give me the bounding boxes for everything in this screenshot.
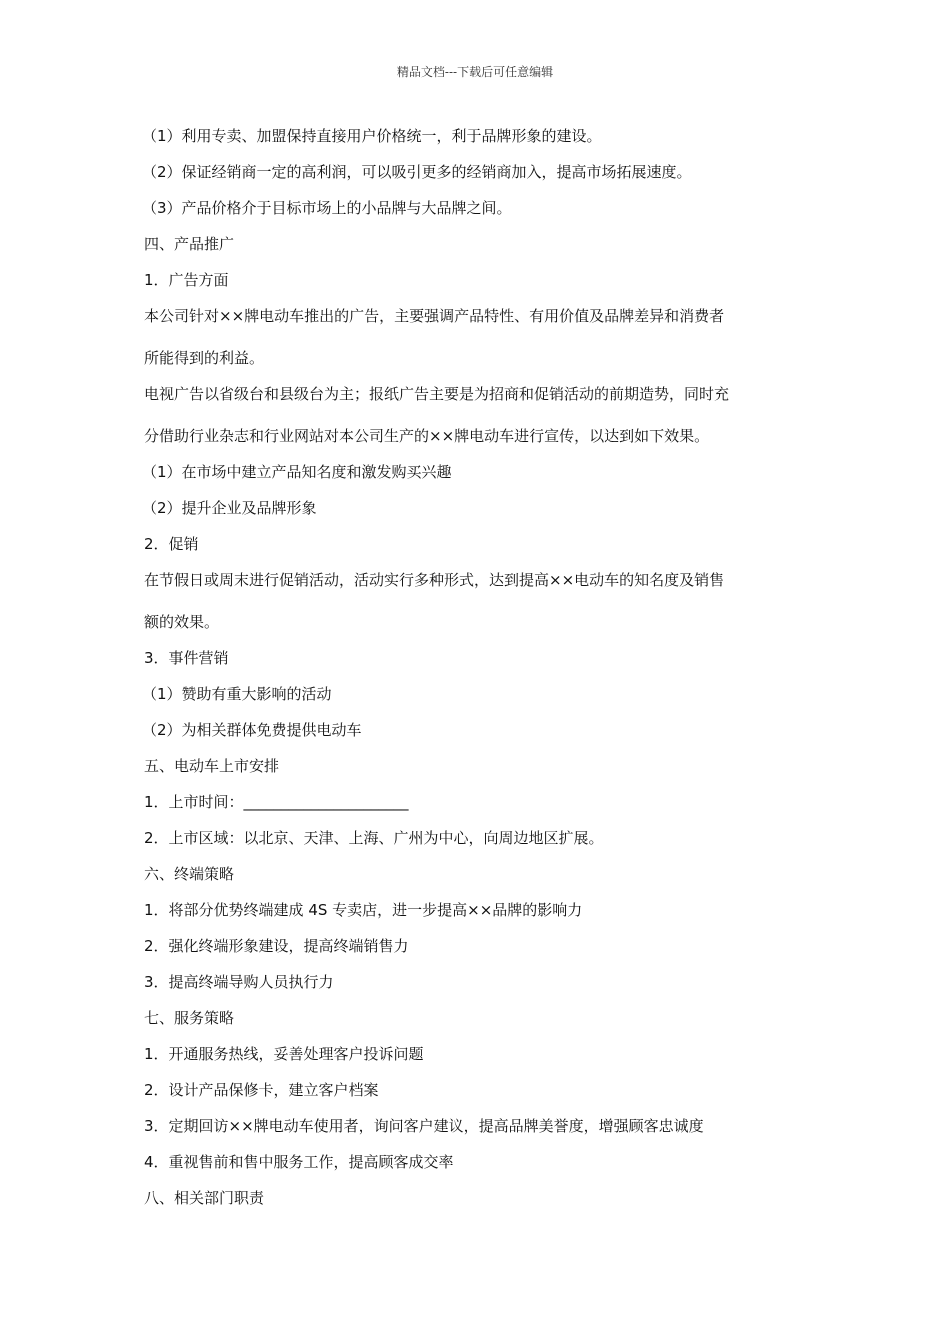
paragraph-line: （2）保证经销商一定的高利润，可以吸引更多的经销商加入，提高市场拓展速度。	[142, 163, 692, 181]
paragraph-line: 所能得到的利益。	[144, 349, 265, 367]
paragraph-line: 2．强化终端形象建设，提高终端销售力	[144, 937, 409, 955]
section-heading: 七、服务策略	[144, 1009, 235, 1027]
paragraph-line: （2）提升企业及品牌形象	[142, 499, 317, 517]
paragraph-line: 本公司针对××牌电动车推出的广告，主要强调产品特性、有用价值及品牌差异和消费者	[144, 307, 725, 325]
paragraph-line: 分借助行业杂志和行业网站对本公司生产的××牌电动车进行宣传，以达到如下效果。	[144, 427, 710, 445]
paragraph-line: 3．提高终端导购人员执行力	[144, 973, 334, 991]
paragraph-line: （1）在市场中建立产品知名度和激发购买兴趣	[142, 463, 452, 481]
paragraph-line: 1．将部分优势终端建成 4S 专卖店，进一步提高××品牌的影响力	[144, 901, 583, 919]
paragraph-line: （3）产品价格介于目标市场上的小品牌与大品牌之间。	[142, 199, 512, 217]
document-body	[144, 126, 814, 1224]
section-heading: 六、终端策略	[144, 865, 235, 883]
paragraph-line: （1）赞助有重大影响的活动	[142, 685, 332, 703]
page-header: 精品文档---下载后可任意编辑	[396, 65, 554, 79]
paragraph-line: 2．上市区域：以北京、天津、上海、广州为中心，向周边地区扩展。	[144, 829, 604, 847]
section-heading: 八、相关部门职责	[144, 1189, 265, 1207]
section-heading: 五、电动车上市安排	[144, 757, 280, 775]
paragraph-line: 3．定期回访××牌电动车使用者，询问客户建议，提高品牌美誉度，增强顾客忠诚度	[144, 1117, 704, 1135]
paragraph-line: 额的效果。	[144, 613, 220, 631]
subsection-heading: 2．促销	[144, 535, 199, 553]
paragraph-line: 电视广告以省级台和县级台为主；报纸广告主要是为招商和促销活动的前期造势，同时充	[144, 385, 730, 403]
subsection-heading: 3．事件营销	[144, 649, 229, 667]
paragraph-line: 2．设计产品保修卡，建立客户档案	[144, 1081, 379, 1099]
paragraph-line: 1．上市时间：______________________	[144, 793, 409, 811]
paragraph-line: 4．重视售前和售中服务工作，提高顾客成交率	[144, 1153, 454, 1171]
subsection-heading: 1．广告方面	[144, 271, 229, 289]
paragraph-line: （1）利用专卖、加盟保持直接用户价格统一，利于品牌形象的建设。	[142, 127, 602, 145]
paragraph-line: 1．开通服务热线，妥善处理客户投诉问题	[144, 1045, 424, 1063]
paragraph-line: 在节假日或周末进行促销活动，活动实行多种形式，达到提高××电动车的知名度及销售	[144, 571, 725, 589]
paragraph-line: （2）为相关群体免费提供电动车	[142, 721, 362, 739]
section-heading: 四、产品推广	[144, 235, 235, 253]
